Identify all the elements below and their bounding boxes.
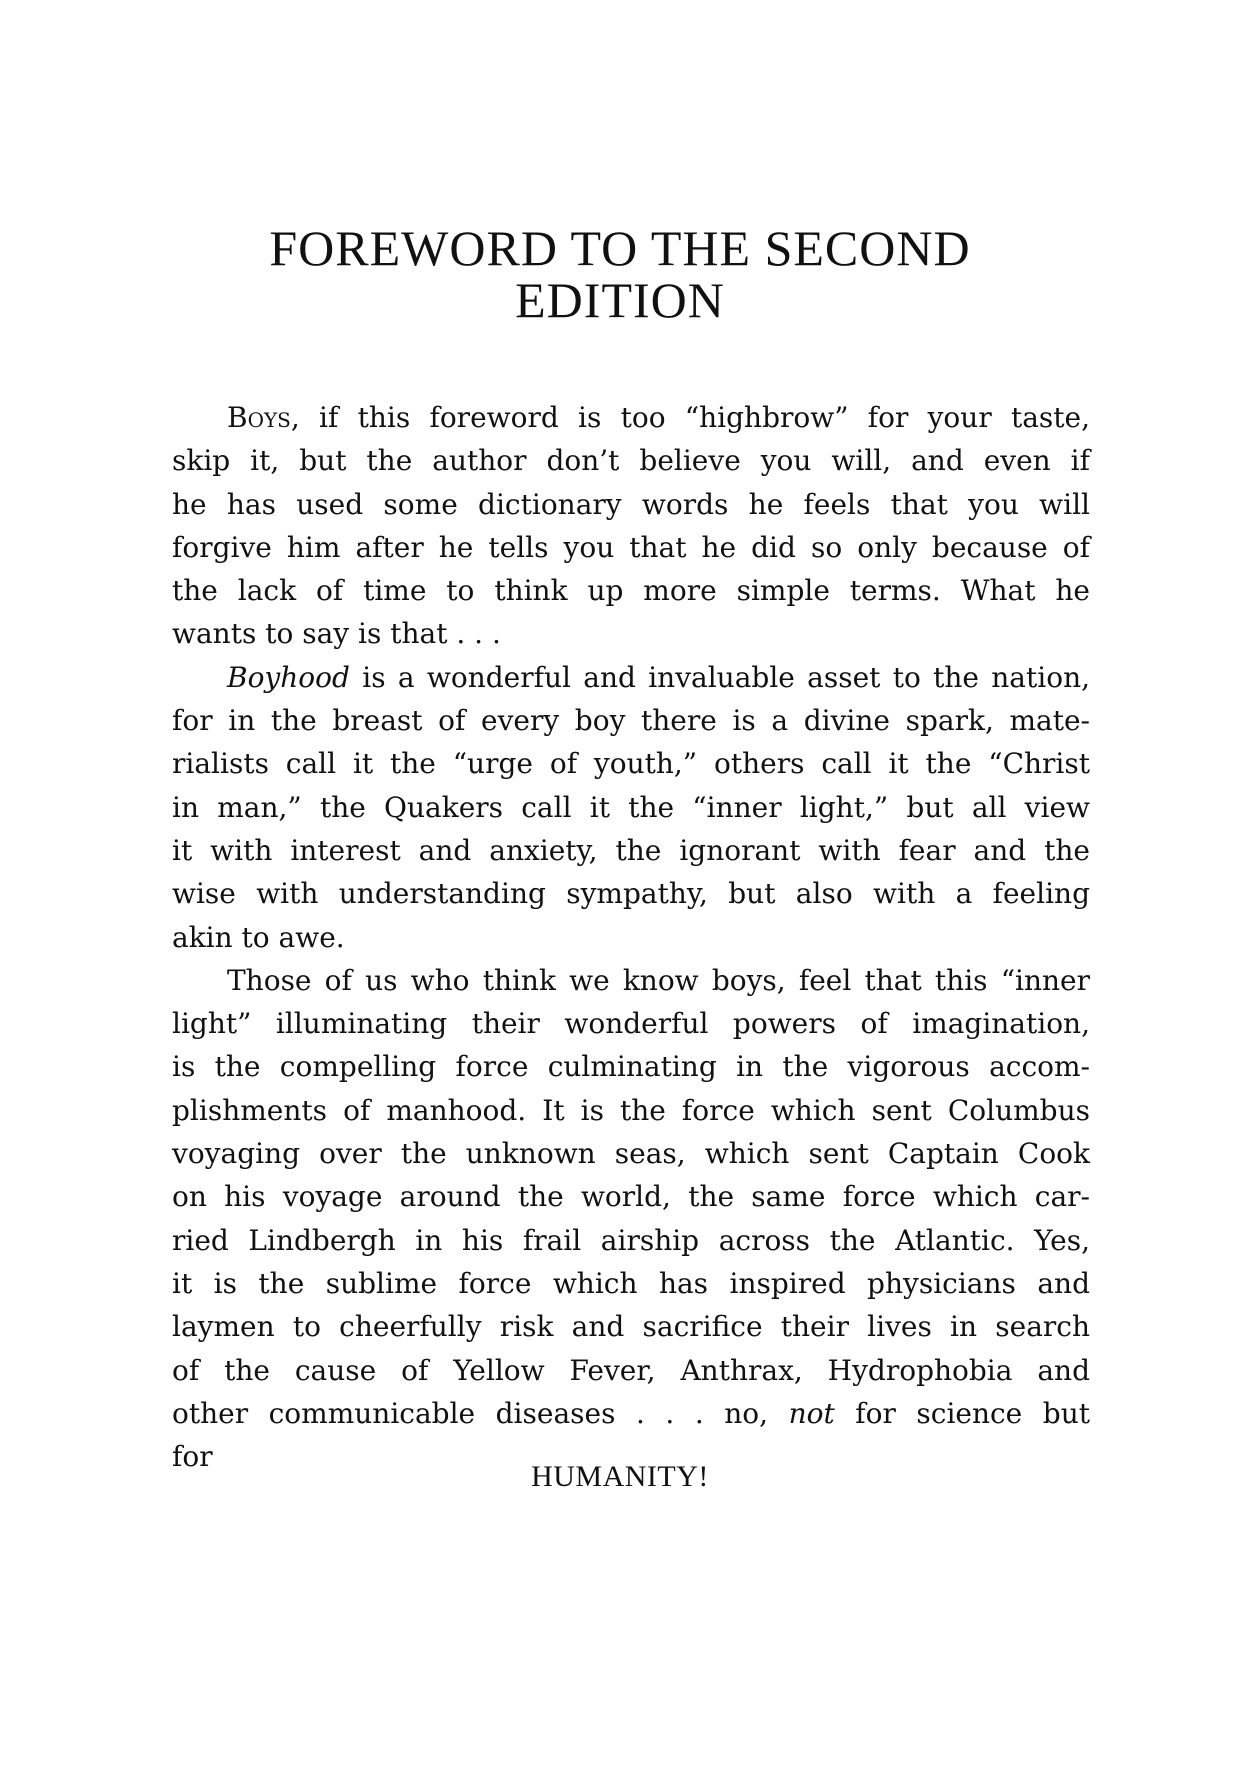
- text-line: he has used some dictionary words he feels that you will: [172, 487, 1090, 521]
- page-title: [160, 222, 1080, 326]
- text-line: forgive him after he tells you that he did so only because of: [172, 530, 1090, 564]
- emphasis-not: not: [788, 1396, 835, 1430]
- text-line: for in the breast of every boy there is a divine spark, mate-: [172, 704, 1090, 738]
- text-line: in man,” the Quakers call it the “inner light,” but all view: [172, 790, 1090, 824]
- text-line: plishments of manhood. It is the force which sent Columbus: [172, 1093, 1090, 1127]
- text-line: other communicable diseases . . . no, not for science but: [172, 1396, 1090, 1430]
- text-line: is the compelling force culminating in the vigorous accom-: [172, 1050, 1090, 1084]
- text-line: skip it, but the author don’t believe you will, and even if: [172, 444, 1090, 478]
- text-line: Those of us who think we know boys, feel that this “inner: [227, 963, 1090, 997]
- title-line-2: EDITION: [515, 272, 725, 328]
- text-line: of the cause of Yellow Fever, Anthrax, Hydrophobia and: [172, 1353, 1090, 1387]
- text-line: Boyhood is a wonderful and invaluable asset to the nation,: [227, 660, 1090, 694]
- text-line: rialists call it the “urge of youth,” others call it the “Christ: [172, 747, 1090, 781]
- text-line: voyaging over the unknown seas, which sent Captain Cook: [172, 1137, 1090, 1171]
- text-line: wants to say is that . . .: [172, 617, 501, 651]
- text-line: laymen to cheerfully risk and sacrifice their lives in search: [172, 1310, 1090, 1344]
- text-line: akin to awe.: [172, 920, 345, 954]
- title-line-1: FOREWORD TO THE SECOND: [269, 220, 971, 276]
- foreword-body: [172, 396, 1090, 1478]
- text-line: ried Lindbergh in his frail airship across the Atlantic. Yes,: [172, 1223, 1090, 1257]
- text-line: Boys, if this foreword is too “highbrow” for your taste,: [227, 401, 1090, 434]
- italic-lead-word: Boyhood: [227, 660, 350, 694]
- text-line: the lack of time to think up more simple terms. What he: [172, 574, 1090, 608]
- text-line: it is the sublime force which has inspired physicians and: [172, 1266, 1090, 1300]
- closing-word: HUMANITY!: [531, 1460, 709, 1493]
- text-line: for: [172, 1440, 213, 1474]
- text-line: light” illuminating their wonderful powers of imagination,: [172, 1007, 1090, 1041]
- text-line: on his voyage around the world, the same force which car-: [172, 1180, 1090, 1214]
- text-line: wise with understanding sympathy, but also with a feeling: [172, 877, 1090, 911]
- text-line: it with interest and anxiety, the ignorant with fear and the: [172, 833, 1090, 867]
- lead-word: Boys: [227, 401, 291, 434]
